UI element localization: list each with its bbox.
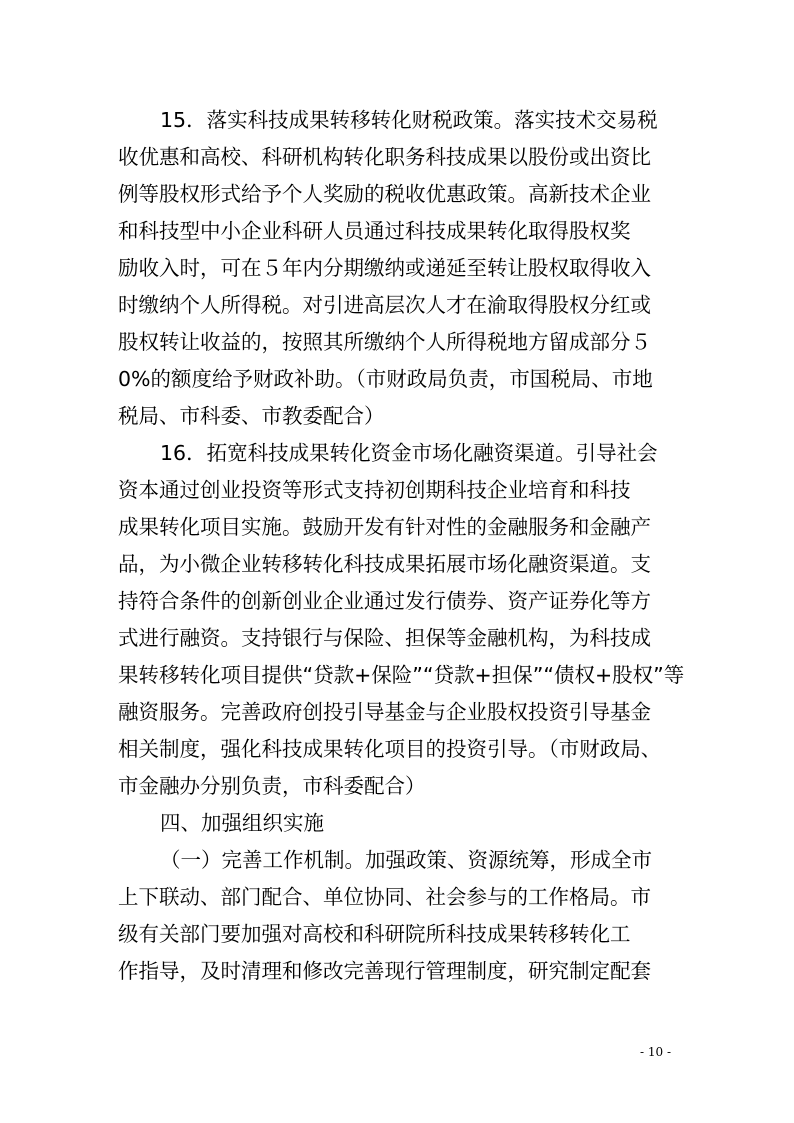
paragraph-16-line-9: 相关制度，强化科技成果转化项目的投资引导。（市财政局、	[118, 737, 662, 761]
paragraph-15-line-9: 税局、市科委、市教委配合）	[118, 404, 385, 428]
paragraph-mechanism-line-4: 作指导，及时清理和修改完善现行管理制度，研究制定配套	[118, 959, 651, 983]
paragraph-15-line-7: 股权转让收益的，按照其所缴纳个人所得税地方留成部分５	[118, 330, 651, 354]
paragraph-mechanism-line-2: 上下联动、部门配合、单位协同、社会参与的工作格局。市	[118, 885, 651, 909]
paragraph-15-line-4: 和科技型中小企业科研人员通过科技成果转化取得股权奖	[118, 219, 631, 243]
paragraph-15-line-1: 15．落实科技成果转移转化财税政策。落实技术交易税	[160, 108, 658, 132]
section-heading: 四、加强组织实施	[160, 811, 324, 835]
paragraph-16-line-2: 资本通过创业投资等形式支持初创期科技企业培育和科技	[118, 478, 631, 502]
paragraph-16-line-7: 果转移转化项目提供“贷款+保险”“贷款+担保”“债权+股权”等	[118, 663, 685, 687]
page-number: - 10 -	[640, 1045, 672, 1059]
paragraph-16-line-3: 成果转化项目实施。鼓励开发有针对性的金融服务和金融产	[118, 515, 651, 539]
paragraph-15-line-5: 励收入时，可在５年内分期缴纳或递延至转让股权取得收入	[118, 256, 651, 280]
paragraph-16-line-10: 市金融办分别负责，市科委配合）	[118, 774, 426, 798]
paragraph-16-line-8: 融资服务。完善政府创投引导基金与企业股权投资引导基金	[118, 700, 651, 724]
paragraph-16-line-6: 式进行融资。支持银行与保险、担保等金融机构，为科技成	[118, 626, 651, 650]
paragraph-mechanism-line-3: 级有关部门要加强对高校和科研院所科技成果转移转化工	[118, 922, 631, 946]
paragraph-15-line-3: 例等股权形式给予个人奖励的税收优惠政策。高新技术企业	[118, 182, 651, 206]
paragraph-16-line-4: 品，为小微企业转移转化科技成果拓展市场化融资渠道。支	[118, 552, 651, 576]
paragraph-15-line-8: 0%的额度给予财政补助。（市财政局负责，市国税局、市地	[118, 367, 653, 391]
paragraph-16-line-1: 16．拓宽科技成果转化资金市场化融资渠道。引导社会	[160, 441, 658, 465]
paragraph-15-line-2: 收优惠和高校、科研机构转化职务科技成果以股份或出资比	[118, 145, 651, 169]
paragraph-15-line-6: 时缴纳个人所得税。对引进高层次人才在渝取得股权分红或	[118, 293, 651, 317]
paragraph-16-line-5: 持符合条件的创新创业企业通过发行债券、资产证券化等方	[118, 589, 651, 613]
paragraph-mechanism-line-1: （一）完善工作机制。加强政策、资源统筹，形成全市	[160, 848, 652, 872]
